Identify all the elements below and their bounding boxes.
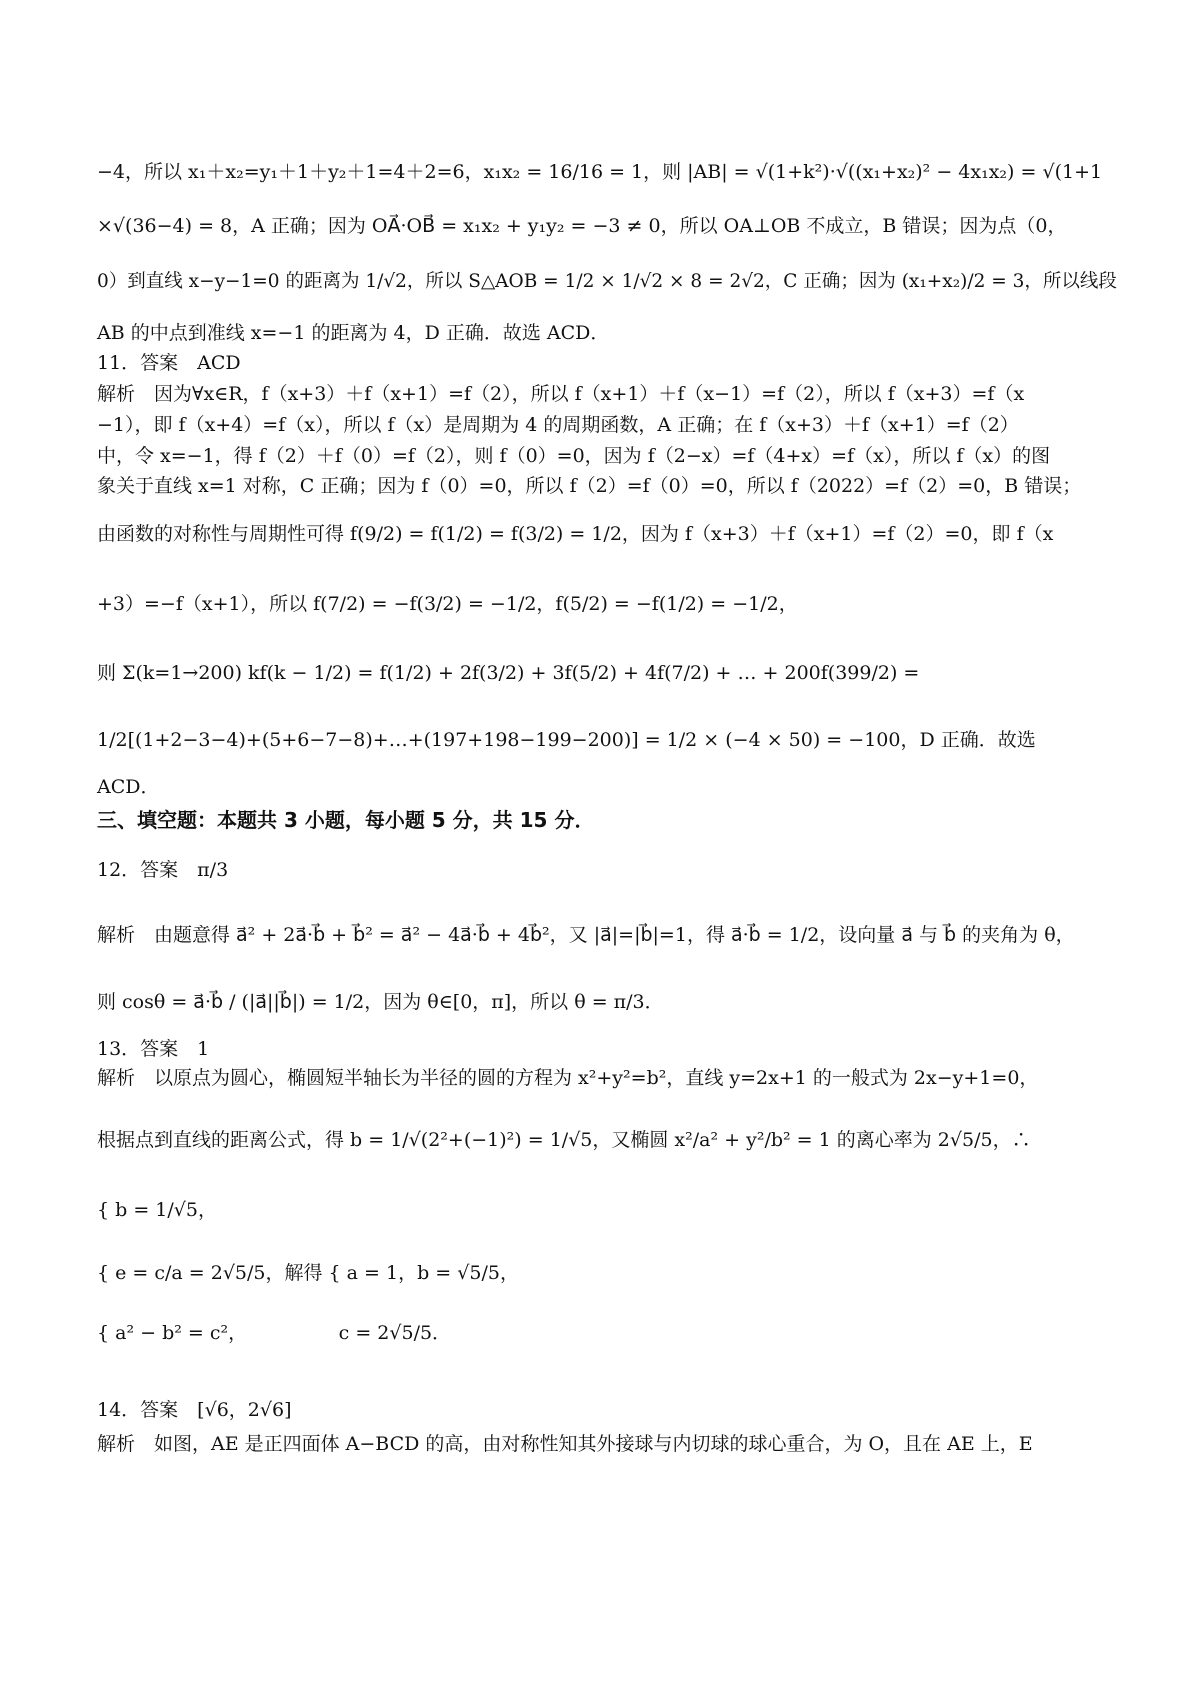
text-line: 0）到直线 x−y−1=0 的距离为 1/√2，所以 S△AOB = 1/2 × 1/√2 × 8 = 2√2，C 正确；因为 (x₁+x₂)/2 = 3，所以线段 — [97, 271, 1117, 292]
text-line: ACD． — [97, 776, 160, 798]
text-line: 14．答案 [√6，2√6] — [97, 1399, 292, 1421]
text-line: 由函数的对称性与周期性可得 f(9/2) = f(1/2) = f(3/2) = 1/2，因为 f（x+3）＋f（x+1）=f（2）=0，即 f（x — [97, 523, 1054, 545]
text-line: 则 Σ(k=1→200) kf(k − 1/2) = f(1/2) + 2f(3/2) + 3f(5/2) + 4f(7/2) + … + 200f(399/2) = — [97, 662, 920, 684]
text-line: 解析 如图，AE 是正四面体 A−BCD 的高，由对称性知其外接球与内切球的球心重合，为 O，且在 AE 上，E — [97, 1433, 1033, 1455]
text-line: 象关于直线 x=1 对称，C 正确；因为 f（0）=0，所以 f（2）=f（0）=0，所以 f（2022）=f（2）=0，B 错误； — [97, 475, 1082, 497]
text-line: 解析 由题意得 a⃗² + 2a⃗·b⃗ + b⃗² = a⃗² − 4a⃗·b⃗ + 4b⃗²，又 |a⃗|=|b⃗|=1，得 a⃗·b⃗ = 1/2，设向量 a⃗ 与 b⃗ 的夹角为 θ， — [97, 924, 1075, 946]
text-line: 1/2[(1+2−3−4)+(5+6−7−8)+…+(197+198−199−200)] = 1/2 × (−4 × 50) = −100，D 正确．故选 — [97, 729, 1036, 751]
text-line: 12．答案 π/3 — [97, 859, 229, 881]
text-line: 解析 因为∀x∈R，f（x+3）＋f（x+1）=f（2），所以 f（x+1）＋f（x−1）=f（2），所以 f（x+3）=f（x — [97, 383, 1025, 405]
text-line: −4，所以 x₁＋x₂=y₁＋1＋y₂＋1=4＋2=6，x₁x₂ = 16/16 = 1，则 |AB| = √(1+k²)·√((x₁+x₂)² − 4x₁x₂) = √(1+1 — [97, 161, 1103, 183]
text-line: −1），即 f（x+4）=f（x），所以 f（x）是周期为 4 的周期函数，A 正确；在 f（x+3）＋f（x+1）=f（2） — [97, 414, 1019, 436]
text-line: 则 cosθ = a⃗·b⃗ / (|a⃗||b⃗|) = 1/2，因为 θ∈[0，π]，所以 θ = π/3． — [97, 991, 664, 1013]
text-line: { a² − b² = c²， c = 2√5/5． — [97, 1322, 452, 1344]
text-line: AB 的中点到准线 x=−1 的距离为 4，D 正确．故选 ACD． — [97, 322, 610, 344]
text-line: 中，令 x=−1，得 f（2）＋f（0）=f（2），则 f（0）=0，因为 f（2−x）=f（4+x）=f（x），所以 f（x）的图 — [97, 445, 1051, 467]
text-line: 11．答案 ACD — [97, 352, 241, 374]
text-line: 13．答案 1 — [97, 1038, 210, 1060]
text-line: { b = 1/√5， — [97, 1199, 217, 1221]
text-line: 根据点到直线的距离公式，得 b = 1/√(2²+(−1)²) = 1/√5，又椭圆 x²/a² + y²/b² = 1 的离心率为 2√5/5，∴ — [97, 1129, 1031, 1151]
text-line: ×√(36−4) = 8，A 正确；因为 OA⃗·OB⃗ = x₁x₂ + y₁y₂ = −3 ≠ 0，所以 OA⊥OB 不成立，B 错误；因为点（0， — [97, 215, 1067, 237]
text-line: 解析 以原点为圆心，椭圆短半轴长为半径的圆的方程为 x²+y²=b²，直线 y=2x+1 的一般式为 2x−y+1=0， — [97, 1067, 1039, 1089]
text-line: { e = c/a = 2√5/5，解得 { a = 1，b = √5/5， — [97, 1262, 519, 1284]
text-line: +3）=−f（x+1），所以 f(7/2) = −f(3/2) = −1/2，f(5/2) = −f(1/2) = −1/2， — [97, 593, 798, 615]
section-heading: 三、填空题：本题共 3 小题，每小题 5 分，共 15 分． — [97, 808, 595, 832]
